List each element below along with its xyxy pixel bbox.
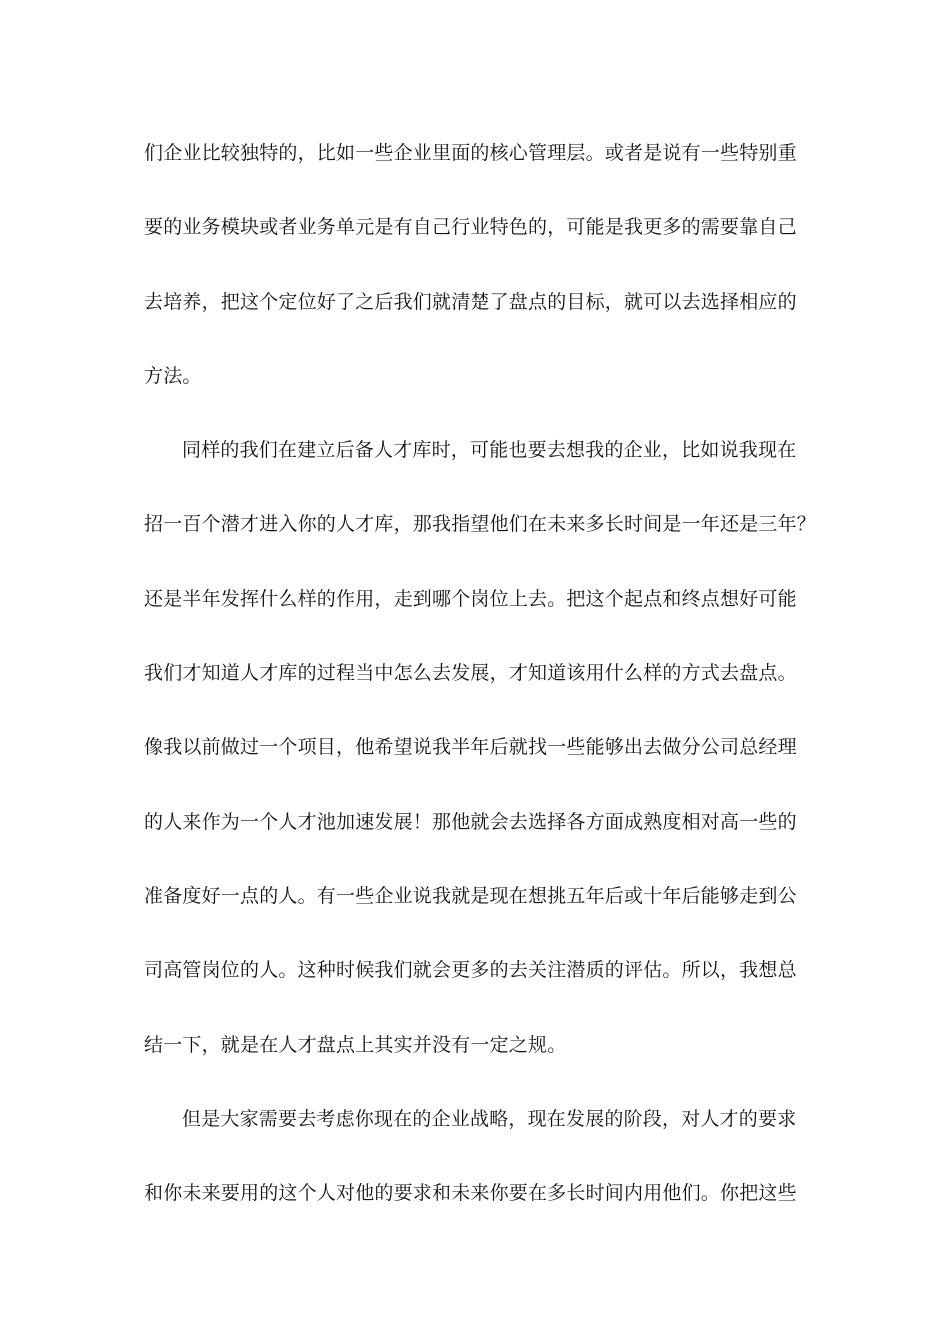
document-body bbox=[144, 133, 834, 1247]
text-line: 去培养，把这个定位好了之后我们就清楚了盘点的目标，就可以去选择相应的 bbox=[144, 290, 797, 313]
text-line: 像我以前做过一个项目，他希望说我半年后就找一些能够出去做分公司总经理 bbox=[144, 736, 797, 759]
text-line: 准备度好一点的人。有一些企业说我就是现在想挑五年后或十年后能够走到公 bbox=[144, 884, 797, 907]
text-line: 我们才知道人才库的过程当中怎么去发展，才知道该用什么样的方式去盘点。 bbox=[144, 662, 797, 685]
text-line: 招一百个潜才进入你的人才库，那我指望他们在未来多长时间是一年还是三年？ bbox=[144, 513, 817, 536]
text-line: 的人来作为一个人才池加速发展！那他就会去选择各方面成熟度相对高一些的 bbox=[144, 810, 797, 833]
text-line: 们企业比较独特的，比如一些企业里面的核心管理层。或者是说有一些特别重 bbox=[144, 142, 797, 164]
paragraph-1 bbox=[144, 133, 834, 430]
text-line: 还是半年发挥什么样的作用，走到哪个岗位上去。把这个起点和终点想好可能 bbox=[144, 587, 797, 610]
paragraph-2 bbox=[144, 430, 834, 1099]
text-line: 但是大家需要去考虑你现在的企业战略，现在发展的阶段，对人才的要求 bbox=[182, 1107, 797, 1130]
text-line: 结一下，就是在人才盘点上其实并没有一定之规。 bbox=[144, 1033, 567, 1056]
text-line: 和你未来要用的这个人对他的要求和未来你要在多长时间内用他们。你把这些 bbox=[144, 1182, 797, 1205]
text-line: 司高管岗位的人。这种时候我们就会更多的去关注潜质的评估。所以，我想总 bbox=[144, 959, 797, 982]
text-line: 方法。 bbox=[144, 364, 202, 387]
text-line: 同样的我们在建立后备人才库时，可能也要去想我的企业，比如说我现在 bbox=[182, 439, 797, 462]
text-line: 要的业务模块或者业务单元是有自己行业特色的，可能是我更多的需要靠自己 bbox=[144, 216, 797, 239]
paragraph-3 bbox=[144, 1099, 834, 1248]
